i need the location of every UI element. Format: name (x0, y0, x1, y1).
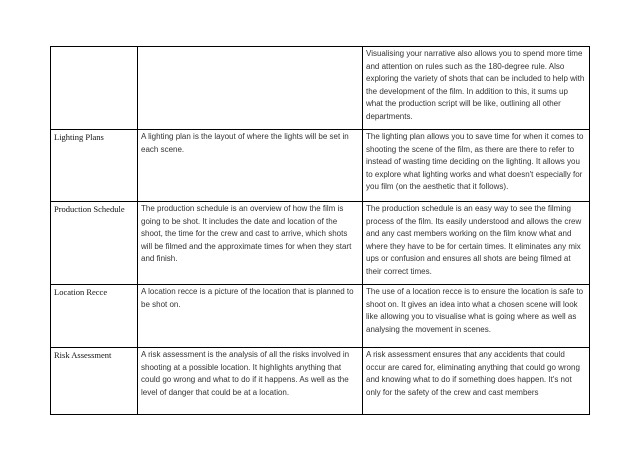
definition-cell: A risk assessment is the analysis of all the risks involved in shooting at a possible location. It highlights anything that could go wrong and what to do if it happens. As well as the level of danger that could be at a location. (138, 348, 363, 415)
benefit-cell: Visualising your narrative also allows you to spend more time and attention on rules such as the 180-degree rule. Also exploring the variety of shots that can be included to help with the development of the film. In addition to this, it sums up what the production script will be like, outlining all other departments. (363, 47, 590, 130)
table-row (51, 285, 590, 348)
definition-cell: The production schedule is an overview of how the film is going to be shot. It includes the date and location of the shoot, the time for the crew and cast to arrive, which shots will be filmed and the approximate times for when they start and finish. (138, 202, 363, 285)
table-row (51, 130, 590, 202)
planning-table (50, 46, 590, 415)
benefit-cell: A risk assessment ensures that any accidents that could occur are cared for, eliminating anything that could go wrong and knowing what to do if something does happen. It's not only for the safety of the crew and cast members (363, 348, 590, 415)
term-cell: Location Recce (51, 285, 138, 348)
table-row (51, 348, 590, 415)
term-cell: Risk Assessment (51, 348, 138, 415)
term-cell (51, 47, 138, 130)
benefit-cell: The lighting plan allows you to save time for when it comes to shooting the scene of the film, as there are there to refer to instead of wasting time deciding on the lighting. It allows you to explore what lighting works and what doesn't especially for you film (on the aesthetic that it follows). (363, 130, 590, 202)
definition-cell: A lighting plan is the layout of where the lights will be set in each scene. (138, 130, 363, 202)
definition-cell: A location recce is a picture of the location that is planned to be shot on. (138, 285, 363, 348)
term-cell: Lighting Plans (51, 130, 138, 202)
definition-cell (138, 47, 363, 130)
benefit-cell: The production schedule is an easy way to see the filming process of the film. Its easily understood and allows the crew and any cast members working on the film know what and where they have to be for certain times. It eliminates any mix ups or confusion and ensures all shots are being filmed at their correct times. (363, 202, 590, 285)
term-cell: Production Schedule (51, 202, 138, 285)
benefit-cell: The use of a location recce is to ensure the location is safe to shoot on. It gives an idea into what a chosen scene will look like allowing you to visualise what is going where as well as analysing the movement in scenes. (363, 285, 590, 348)
table-row (51, 202, 590, 285)
table-row (51, 47, 590, 130)
